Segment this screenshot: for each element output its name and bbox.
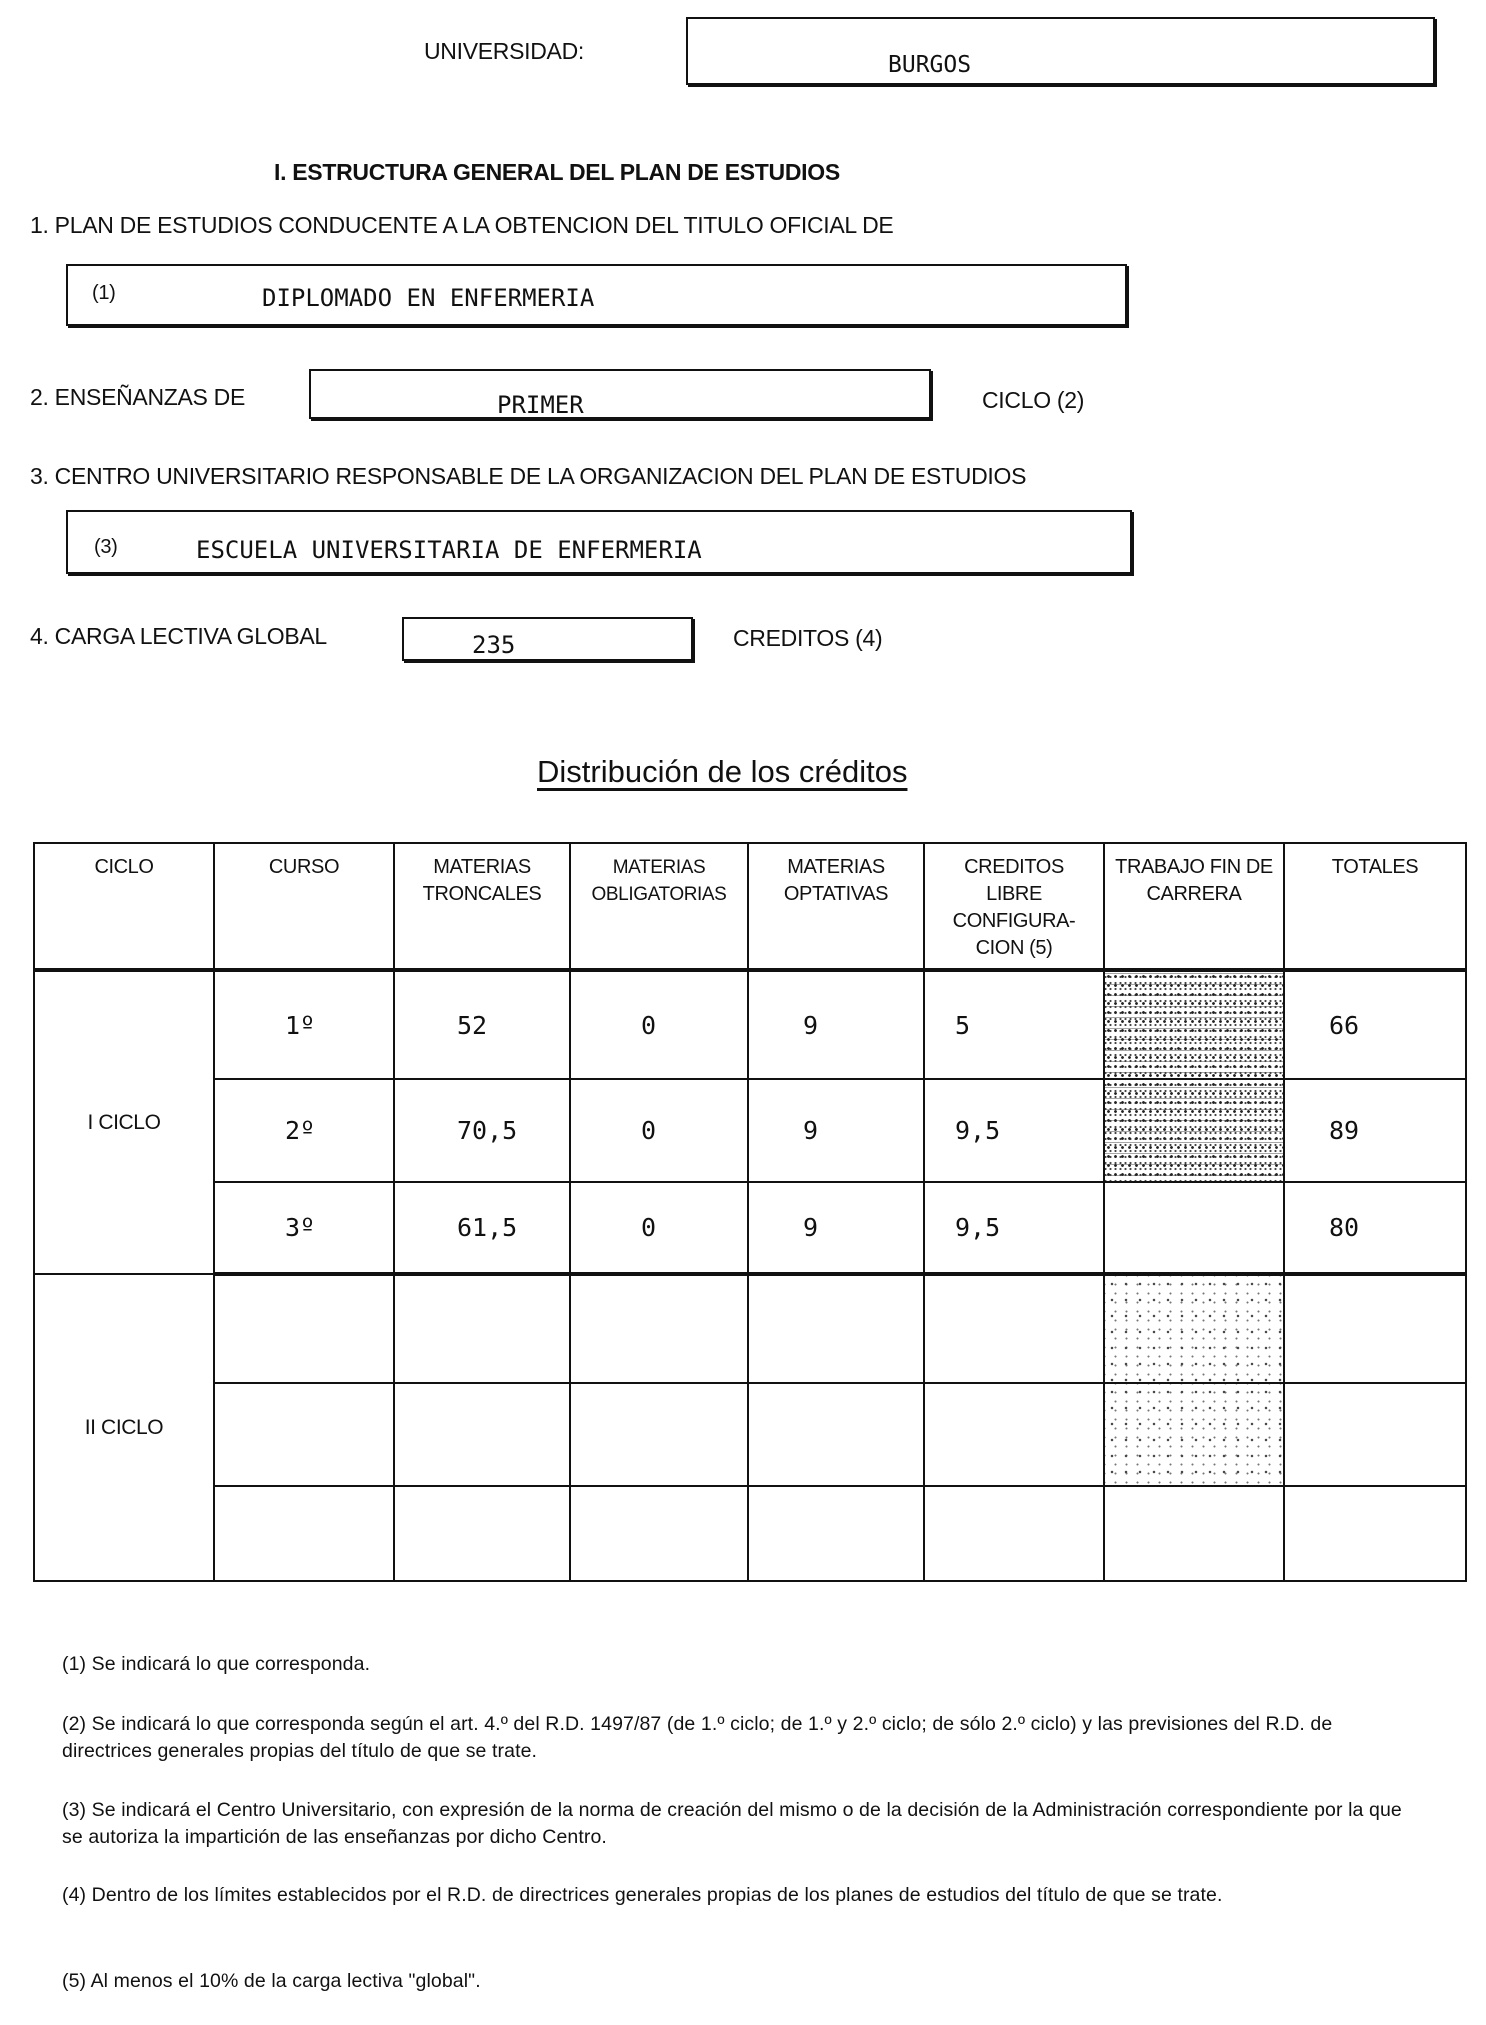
- table-row: [34, 970, 1466, 1079]
- header-ciclo: CICLO: [34, 843, 214, 970]
- cycle-2-label: II CICLO: [34, 1274, 214, 1581]
- totales-cell: [1284, 1274, 1466, 1383]
- libre-cell: 9,5: [924, 1182, 1104, 1274]
- cycle-1-label: I CICLO: [34, 970, 214, 1274]
- header-curso: CURSO: [214, 843, 394, 970]
- header-troncales: MATERIAS TRONCALES: [394, 843, 570, 970]
- item2-label: 2. ENSEÑANZAS DE: [30, 384, 246, 410]
- curso-cell: 1º: [214, 970, 394, 1079]
- university-value: BURGOS: [888, 52, 972, 78]
- optativas-cell: 9: [748, 1079, 924, 1182]
- troncales-cell: 70,5: [394, 1079, 570, 1182]
- optativas-cell: 9: [748, 1182, 924, 1274]
- optativas-cell: [748, 1274, 924, 1383]
- center-field: [66, 510, 1132, 574]
- footnote-1: (1) Se indicará lo que corresponda.: [62, 1653, 371, 1675]
- obligatorias-cell: [570, 1274, 748, 1383]
- item4-label: 4. CARGA LECTIVA GLOBAL: [30, 623, 327, 649]
- credits-table: [33, 842, 1467, 1582]
- item3-label: 3. CENTRO UNIVERSITARIO RESPONSABLE DE LA ORGANIZACION DEL PLAN DE ESTUDIOS: [30, 463, 1027, 489]
- optativas-cell: [748, 1383, 924, 1486]
- header-libre: CREDITOS LIBRE CONFIGURA-CION (5): [924, 843, 1104, 970]
- obligatorias-cell: [570, 1486, 748, 1581]
- troncales-cell: 61,5: [394, 1182, 570, 1274]
- table-row: [34, 1182, 1466, 1274]
- troncales-cell: [394, 1383, 570, 1486]
- obligatorias-cell: 0: [570, 1079, 748, 1182]
- header-trabajo: TRABAJO FIN DE CARRERA: [1104, 843, 1284, 970]
- header-obligatorias: MATERIAS OBLIGATORIAS: [570, 843, 748, 970]
- obligatorias-cell: [570, 1383, 748, 1486]
- center-marker: (3): [94, 536, 118, 558]
- troncales-cell: 52: [394, 970, 570, 1079]
- optativas-cell: [748, 1486, 924, 1581]
- libre-cell: [924, 1383, 1104, 1486]
- university-field: [686, 17, 1435, 85]
- trabajo-cell: [1104, 1486, 1284, 1581]
- troncales-cell: [394, 1274, 570, 1383]
- libre-cell: 9,5: [924, 1079, 1104, 1182]
- totales-cell: [1284, 1383, 1466, 1486]
- title-field: [66, 264, 1127, 326]
- table-header-row: [34, 843, 1466, 970]
- center-value: ESCUELA UNIVERSITARIA DE ENFERMERIA: [196, 536, 702, 564]
- table-row: [34, 1274, 1466, 1383]
- section-title: I. ESTRUCTURA GENERAL DEL PLAN DE ESTUDIOS: [274, 159, 840, 185]
- optativas-cell: 9: [748, 970, 924, 1079]
- cycle-field: [309, 369, 931, 419]
- footnote-2: (2) Se indicará lo que corresponda según el art. 4.º del R.D. 1497/87 (de 1.º ciclo; de 1.º y 2.º ciclo; de sólo 2.º ciclo) y las previsiones del R.D. de directrices generales propias del título de que se trate.: [62, 1713, 1333, 1762]
- table-row: [34, 1079, 1466, 1182]
- title-value: DIPLOMADO EN ENFERMERIA: [262, 284, 595, 312]
- trabajo-cell-shaded: [1104, 970, 1284, 1079]
- troncales-cell: [394, 1486, 570, 1581]
- credits-value: 235: [472, 631, 516, 659]
- trabajo-cell: [1104, 1182, 1284, 1274]
- cycle-value: PRIMER: [497, 391, 584, 419]
- libre-cell: [924, 1274, 1104, 1383]
- totales-cell: [1284, 1486, 1466, 1581]
- table-row: [34, 1383, 1466, 1486]
- university-label: UNIVERSIDAD:: [424, 38, 584, 64]
- item4-suffix: CREDITOS (4): [733, 625, 883, 651]
- obligatorias-cell: 0: [570, 970, 748, 1079]
- obligatorias-cell: 0: [570, 1182, 748, 1274]
- curso-cell: 3º: [214, 1182, 394, 1274]
- credits-field: [402, 617, 693, 661]
- curso-cell: [214, 1383, 394, 1486]
- trabajo-cell-shaded: [1104, 1079, 1284, 1182]
- curso-cell: [214, 1274, 394, 1383]
- totales-cell: 80: [1284, 1182, 1466, 1274]
- title-marker: (1): [92, 282, 116, 304]
- trabajo-cell-shaded: [1104, 1383, 1284, 1486]
- footnote-4: (4) Dentro de los límites establecidos por el R.D. de directrices generales propias de los planes de estudios del título de que se trate.: [62, 1884, 1223, 1906]
- footnote-3: (3) Se indicará el Centro Universitario, con expresión de la norma de creación del mismo o de la decisión de la Administración correspondiente por la que se autoriza la impartición de las enseñanzas por dicho Centro.: [62, 1799, 1402, 1848]
- item1-label: 1. PLAN DE ESTUDIOS CONDUCENTE A LA OBTENCION DEL TITULO OFICIAL DE: [30, 212, 894, 238]
- trabajo-cell-shaded: [1104, 1274, 1284, 1383]
- totales-cell: 89: [1284, 1079, 1466, 1182]
- libre-cell: [924, 1486, 1104, 1581]
- curso-cell: 2º: [214, 1079, 394, 1182]
- table-row: [34, 1486, 1466, 1581]
- curso-cell: [214, 1486, 394, 1581]
- header-totales: TOTALES: [1284, 843, 1466, 970]
- libre-cell: 5: [924, 970, 1104, 1079]
- footnote-5: (5) Al menos el 10% de la carga lectiva "global".: [62, 1970, 481, 1992]
- item2-suffix: CICLO (2): [982, 387, 1085, 413]
- totales-cell: 66: [1284, 970, 1466, 1079]
- distribution-title: Distribución de los créditos: [537, 754, 908, 789]
- header-optativas: MATERIAS OPTATIVAS: [748, 843, 924, 970]
